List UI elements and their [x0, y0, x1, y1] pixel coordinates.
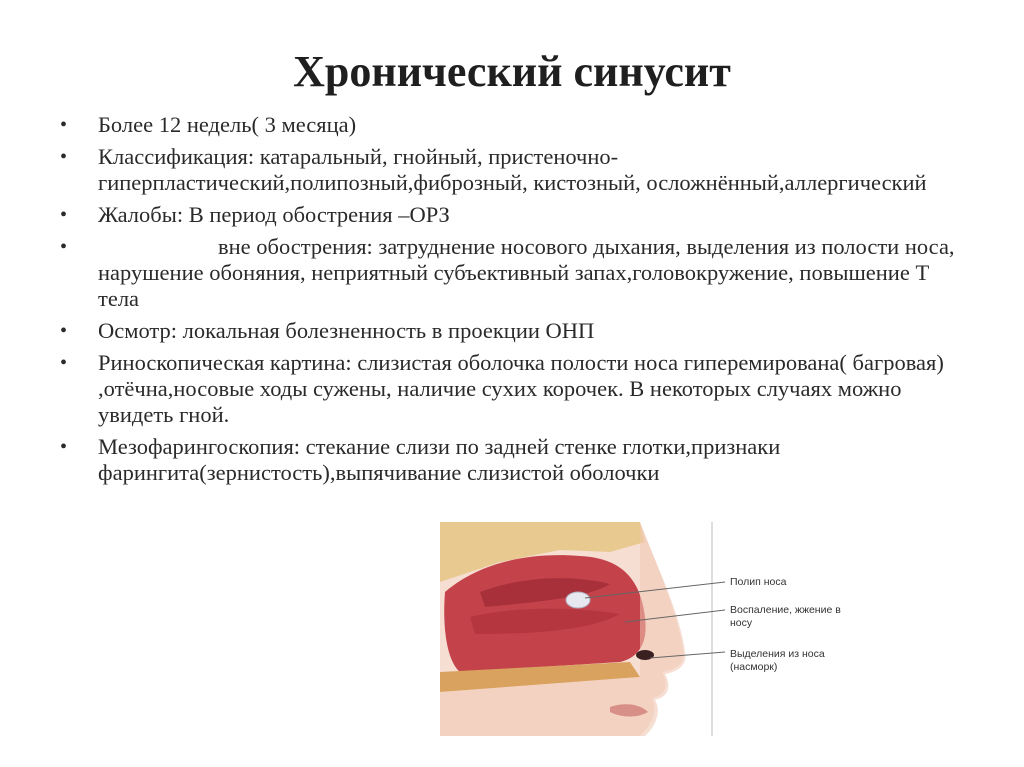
- list-item: [60, 434, 960, 486]
- polyp-shape: [566, 592, 590, 608]
- list-item: [60, 350, 960, 428]
- bullet-dot: •: [60, 204, 68, 226]
- callout-discharge: Выделения из носа (насморк): [730, 648, 825, 673]
- bullet-dot: •: [60, 436, 68, 458]
- bullet-dot: •: [60, 236, 68, 258]
- list-item: [60, 202, 960, 228]
- bullet-dot: •: [60, 352, 68, 374]
- nostril: [636, 650, 654, 660]
- bullet-text: Жалобы: В период обострения –ОРЗ: [98, 202, 450, 227]
- callout-polyp: Полип носа: [730, 576, 787, 588]
- bullet-dot: •: [60, 114, 68, 136]
- bullet-text: Мезофарингоскопия: стекание слизи по задней стенке глотки,признаки фарингита(зернистость),выпячивание слизистой оболочки: [98, 434, 781, 485]
- slide-title: Хронический синусит: [293, 47, 731, 96]
- list-item: [60, 112, 960, 138]
- list-item: [60, 144, 960, 196]
- bullet-text: Более 12 недель( 3 месяца): [98, 112, 357, 137]
- callout-inflammation: Воспаление, жжение в носу: [730, 604, 841, 629]
- list-item: [60, 234, 960, 312]
- bullet-text: вне обострения: затруднение носового дыхания, выделения из полости носа, нарушение обоняния, неприятный субъективный запах,головокружение, повышение Т тела: [98, 234, 955, 311]
- list-item: [60, 318, 960, 344]
- nasal-anatomy-figure: [440, 522, 870, 736]
- bullet-text: Классификация: катаральный, гнойный, пристеночно-гиперпластический,полипозный,фиброзный, кистозный, осложнённый,аллергический: [98, 144, 927, 195]
- bullet-dot: •: [60, 146, 68, 168]
- bullet-list: [60, 112, 960, 492]
- bullet-dot: •: [60, 320, 68, 342]
- bullet-text: Риноскопическая картина: слизистая оболочка полости носа гиперемирована( багровая) ,отёчна,носовые ходы сужены, наличие сухих корочек. В некоторых случаях можно увидеть гной.: [98, 350, 944, 427]
- bullet-text: Осмотр: локальная болезненность в проекции ОНП: [98, 318, 595, 343]
